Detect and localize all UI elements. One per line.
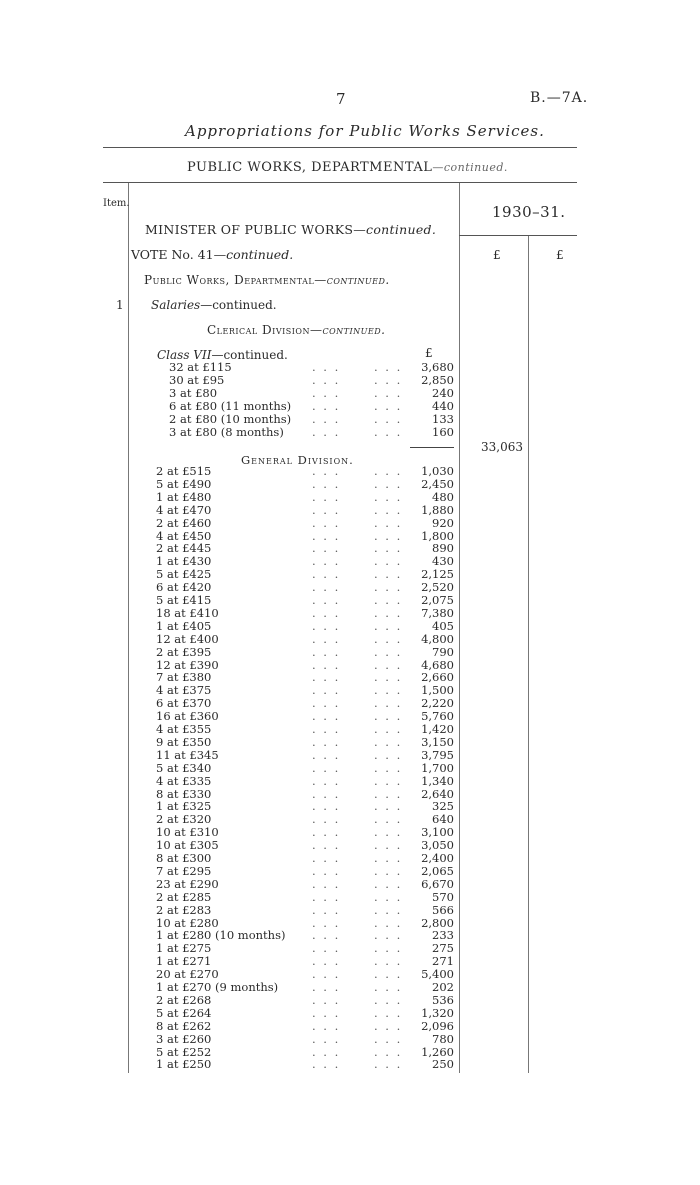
leader-dots: . . . (312, 902, 341, 917)
row-amount: 4,680 (421, 657, 454, 672)
leader-dots: . . . (312, 1031, 341, 1046)
leader-dots: . . . (374, 541, 403, 556)
row-label: 32 at £115 (169, 360, 232, 374)
leader-dots: . . . (374, 683, 403, 698)
row-amount: 2,450 (421, 476, 454, 491)
table-row (0, 581, 700, 594)
row-label: 10 at £305 (156, 838, 219, 853)
leader-dots: . . . (374, 954, 403, 969)
table-row (0, 607, 700, 620)
row-amount: 570 (432, 889, 454, 904)
leader-dots: . . . (374, 567, 403, 582)
leader-dots: . . . (312, 398, 341, 413)
row-label: 2 at £80 (10 months) (169, 411, 292, 426)
row-amount: 1,800 (421, 528, 454, 543)
row-amount: 780 (432, 1031, 454, 1046)
row-label: 2 at £395 (156, 644, 212, 659)
row-label: 4 at £355 (156, 722, 212, 736)
row-label: 1 at £271 (156, 954, 212, 969)
section-heading: Public Works, Departmental—continued. (144, 273, 390, 287)
leader-dots: . . . (374, 889, 403, 904)
pound-header-amount: £ (556, 248, 564, 262)
row-label: 1 at £275 (156, 941, 212, 956)
section-subtitle: PUBLIC WORKS, DEPARTMENTAL—continued. (187, 160, 508, 175)
row-amount: 2,096 (421, 1018, 454, 1033)
table-row (0, 646, 700, 659)
row-label: 30 at £95 (169, 372, 225, 387)
row-label: 6 at £420 (156, 580, 212, 595)
row-label: 7 at £295 (156, 863, 212, 878)
row-label: 1 at £430 (156, 554, 212, 569)
table-row (0, 465, 700, 478)
row-label: 5 at £264 (156, 1005, 212, 1020)
row-label: 2 at £445 (156, 541, 212, 556)
leader-dots: . . . (374, 657, 403, 672)
row-amount: 1,880 (421, 502, 454, 517)
table-row (0, 891, 700, 904)
leader-dots: . . . (374, 644, 403, 659)
table-row (0, 387, 700, 400)
salaries-heading: Salaries—continued. (151, 298, 277, 312)
leader-dots: . . . (312, 541, 341, 556)
leader-dots: . . . (312, 696, 341, 711)
leader-dots: . . . (374, 825, 403, 840)
clerical-division-heading: Clerical Division—continued. (207, 323, 386, 337)
row-amount: 1,320 (421, 1005, 454, 1020)
leader-dots: . . . (374, 502, 403, 517)
table-row (0, 633, 700, 646)
row-label: 5 at £415 (156, 593, 212, 607)
year-rule (459, 235, 577, 236)
leader-dots: . . . (312, 528, 341, 543)
leader-dots: . . . (312, 411, 341, 426)
leader-dots: . . . (374, 554, 403, 569)
row-amount: 5,400 (421, 967, 454, 982)
table-row (0, 904, 700, 917)
leader-dots: . . . (374, 631, 403, 646)
leader-dots: . . . (374, 411, 403, 426)
table-row (0, 800, 700, 813)
leader-dots: . . . (374, 398, 403, 413)
table-row (0, 736, 700, 749)
leader-dots: . . . (312, 464, 341, 478)
leader-dots: . . . (312, 670, 341, 685)
leader-dots: . . . (312, 812, 341, 827)
table-row (0, 413, 700, 426)
table-row (0, 478, 700, 491)
row-label: 2 at £320 (156, 812, 212, 827)
clerical-total: 33,063 (481, 440, 523, 454)
leader-dots: . . . (374, 722, 403, 736)
table-row (0, 865, 700, 878)
leader-dots: . . . (312, 734, 341, 749)
row-amount: 133 (432, 411, 454, 426)
table-row (0, 530, 700, 543)
row-amount: 160 (432, 424, 454, 439)
row-label: 20 at £270 (156, 967, 219, 982)
leader-dots: . . . (312, 385, 341, 400)
leader-dots: . . . (312, 515, 341, 530)
leader-dots: . . . (312, 580, 341, 595)
table-row (0, 878, 700, 891)
table-row (0, 697, 700, 710)
leader-dots: . . . (312, 876, 341, 891)
minister-heading: MINISTER OF PUBLIC WORKS—continued. (145, 222, 437, 237)
table-row (0, 1020, 700, 1033)
row-amount: 1,340 (421, 773, 454, 788)
leader-dots: . . . (374, 838, 403, 853)
row-amount: 440 (432, 398, 454, 413)
leader-dots: . . . (312, 799, 341, 814)
row-label: 18 at £410 (156, 605, 219, 620)
row-amount: 2,220 (421, 696, 454, 711)
leader-dots: . . . (312, 1005, 341, 1020)
leader-dots: . . . (374, 773, 403, 788)
leader-dots: . . . (374, 424, 403, 439)
financial-year: 1930–31. (492, 203, 566, 221)
row-label: 5 at £425 (156, 567, 212, 582)
table-row (0, 555, 700, 568)
leader-dots: . . . (312, 657, 341, 672)
table-row (0, 594, 700, 607)
leader-dots: . . . (374, 967, 403, 982)
leader-dots: . . . (374, 760, 403, 775)
leader-dots: . . . (312, 980, 341, 994)
leader-dots: . . . (312, 992, 341, 1007)
row-amount: 2,125 (421, 567, 454, 582)
table-row (0, 723, 700, 736)
leader-dots: . . . (312, 1018, 341, 1033)
row-amount: 2,400 (421, 851, 454, 865)
row-amount: 640 (432, 812, 454, 827)
row-label: 12 at £390 (156, 657, 219, 672)
leader-dots: . . . (374, 385, 403, 400)
table-row (0, 917, 700, 930)
leader-dots: . . . (312, 773, 341, 788)
subtitle-rule (103, 182, 577, 183)
row-label: 1 at £270 (9 months) (156, 980, 279, 994)
leader-dots: . . . (374, 915, 403, 930)
pound-header-total: £ (493, 248, 501, 262)
table-row (0, 504, 700, 517)
row-amount: 4,800 (421, 631, 454, 646)
leader-dots: . . . (374, 580, 403, 595)
leader-dots: . . . (374, 593, 403, 607)
leader-dots: . . . (312, 863, 341, 878)
table-row (0, 684, 700, 697)
row-amount: 2,850 (421, 372, 454, 387)
row-amount: 2,065 (421, 863, 454, 878)
leader-dots: . . . (312, 941, 341, 956)
leader-dots: . . . (374, 605, 403, 620)
leader-dots: . . . (374, 980, 403, 994)
leader-dots: . . . (312, 889, 341, 904)
leader-dots: . . . (312, 593, 341, 607)
row-amount: 233 (432, 928, 454, 943)
row-label: 10 at £280 (156, 915, 219, 930)
leader-dots: . . . (374, 876, 403, 891)
leader-dots: . . . (374, 1044, 403, 1059)
leader-dots: . . . (312, 360, 341, 374)
row-amount: 920 (432, 515, 454, 530)
leader-dots: . . . (374, 902, 403, 917)
row-label: 16 at £360 (156, 709, 219, 724)
table-row (0, 852, 700, 865)
row-amount: 536 (432, 992, 454, 1007)
table-row (0, 942, 700, 955)
row-amount: 1,500 (421, 683, 454, 698)
row-label: 11 at £345 (156, 747, 219, 762)
row-label: 6 at £80 (11 months) (169, 398, 292, 413)
row-label: 10 at £310 (156, 825, 219, 840)
leader-dots: . . . (312, 747, 341, 762)
leader-dots: . . . (374, 928, 403, 943)
row-amount: 3,150 (421, 734, 454, 749)
leader-dots: . . . (374, 863, 403, 878)
table-row (0, 955, 700, 968)
row-amount: 1,700 (421, 760, 454, 775)
table-row (0, 491, 700, 504)
table-row (0, 710, 700, 723)
leader-dots: . . . (374, 747, 403, 762)
row-amount: 7,380 (421, 605, 454, 620)
row-amount: 2,640 (421, 786, 454, 801)
row-label: 8 at £300 (156, 851, 212, 865)
leader-dots: . . . (312, 722, 341, 736)
table-row (0, 775, 700, 788)
leader-dots: . . . (312, 786, 341, 801)
table-row (0, 542, 700, 555)
title-rule (103, 147, 577, 148)
leader-dots: . . . (312, 476, 341, 491)
leader-dots: . . . (374, 799, 403, 814)
leader-dots: . . . (312, 1044, 341, 1059)
row-label: 1 at £480 (156, 489, 212, 504)
leader-dots: . . . (374, 786, 403, 801)
row-amount: 250 (432, 1057, 454, 1072)
leader-dots: . . . (374, 372, 403, 387)
row-label: 2 at £268 (156, 992, 212, 1007)
row-label: 4 at £470 (156, 502, 212, 517)
leader-dots: . . . (312, 644, 341, 659)
table-row (0, 1033, 700, 1046)
leader-dots: . . . (374, 515, 403, 530)
row-label: 4 at £450 (156, 528, 212, 543)
leader-dots: . . . (374, 992, 403, 1007)
leader-dots: . . . (374, 734, 403, 749)
table-row (0, 1046, 700, 1059)
row-amount: 3,680 (421, 360, 454, 374)
row-amount: 890 (432, 541, 454, 556)
table-row (0, 426, 700, 439)
leader-dots: . . . (312, 683, 341, 698)
row-amount: 1,260 (421, 1044, 454, 1059)
row-amount: 2,660 (421, 670, 454, 685)
row-amount: 566 (432, 902, 454, 917)
row-label: 1 at £250 (156, 1057, 212, 1072)
leader-dots: . . . (312, 567, 341, 582)
row-label: 1 at £405 (156, 618, 212, 633)
table-row (0, 568, 700, 581)
row-amount: 3,100 (421, 825, 454, 840)
row-label: 9 at £350 (156, 734, 212, 749)
row-amount: 1,030 (421, 464, 454, 478)
row-label: 4 at £375 (156, 683, 212, 698)
row-label: 3 at £80 (8 months) (169, 424, 284, 439)
row-amount: 240 (432, 385, 454, 400)
leader-dots: . . . (312, 709, 341, 724)
table-row (0, 1058, 700, 1071)
leader-dots: . . . (374, 812, 403, 827)
table-row (0, 929, 700, 942)
table-row (0, 1007, 700, 1020)
item-column-header: Item. (103, 198, 130, 209)
table-row (0, 400, 700, 413)
table-row (0, 361, 700, 374)
table-row (0, 788, 700, 801)
item-number: 1 (116, 298, 124, 312)
row-label: 5 at £340 (156, 760, 212, 775)
row-label: 1 at £325 (156, 799, 212, 814)
table-row (0, 620, 700, 633)
row-label: 3 at £260 (156, 1031, 212, 1046)
leader-dots: . . . (312, 631, 341, 646)
row-label: 1 at £280 (10 months) (156, 928, 286, 943)
leader-dots: . . . (312, 489, 341, 504)
row-amount: 2,520 (421, 580, 454, 595)
row-amount: 275 (432, 941, 454, 956)
row-amount: 3,050 (421, 838, 454, 853)
leader-dots: . . . (374, 670, 403, 685)
row-amount: 1,420 (421, 722, 454, 736)
row-label: 2 at £460 (156, 515, 212, 530)
row-label: 2 at £283 (156, 902, 212, 917)
row-label: 3 at £80 (169, 385, 218, 400)
leader-dots: . . . (312, 605, 341, 620)
leader-dots: . . . (374, 1031, 403, 1046)
leader-dots: . . . (312, 760, 341, 775)
leader-dots: . . . (312, 915, 341, 930)
leader-dots: . . . (312, 1057, 341, 1072)
row-amount: 271 (432, 954, 454, 969)
leader-dots: . . . (374, 489, 403, 504)
leader-dots: . . . (374, 851, 403, 865)
leader-dots: . . . (312, 954, 341, 969)
leader-dots: . . . (374, 1005, 403, 1020)
class-heading: Class VII—continued. (157, 348, 288, 362)
leader-dots: . . . (312, 967, 341, 982)
row-amount: 5,760 (421, 709, 454, 724)
row-amount: 2,800 (421, 915, 454, 930)
table-row (0, 517, 700, 530)
page-number: 7 (336, 90, 346, 108)
row-label: 4 at £335 (156, 773, 212, 788)
row-label: 12 at £400 (156, 631, 219, 646)
row-amount: 325 (432, 799, 454, 814)
row-label: 2 at £515 (156, 464, 212, 478)
table-row (0, 374, 700, 387)
leader-dots: . . . (312, 838, 341, 853)
leader-dots: . . . (374, 618, 403, 633)
row-amount: 430 (432, 554, 454, 569)
leader-dots: . . . (374, 1057, 403, 1072)
general-division-heading: General Division. (241, 453, 354, 467)
leader-dots: . . . (312, 851, 341, 865)
row-label: 8 at £262 (156, 1018, 212, 1033)
row-label: 7 at £380 (156, 670, 212, 685)
vote-heading: VOTE No. 41—continued. (131, 247, 294, 262)
row-label: 2 at £285 (156, 889, 212, 904)
leader-dots: . . . (374, 476, 403, 491)
amount-pound-sign: £ (425, 346, 433, 360)
leader-dots: . . . (312, 502, 341, 517)
table-row (0, 826, 700, 839)
row-amount: 6,670 (421, 876, 454, 891)
row-label: 5 at £252 (156, 1044, 212, 1059)
leader-dots: . . . (374, 696, 403, 711)
table-row (0, 749, 700, 762)
leader-dots: . . . (312, 618, 341, 633)
table-row (0, 994, 700, 1007)
document-reference: B.—7A. (530, 90, 589, 106)
row-amount: 480 (432, 489, 454, 504)
leader-dots: . . . (374, 528, 403, 543)
table-row (0, 839, 700, 852)
table-row (0, 671, 700, 684)
row-label: 6 at £370 (156, 696, 212, 711)
leader-dots: . . . (312, 424, 341, 439)
table-row (0, 981, 700, 994)
row-amount: 2,075 (421, 593, 454, 607)
table-row (0, 813, 700, 826)
leader-dots: . . . (374, 1018, 403, 1033)
leader-dots: . . . (312, 554, 341, 569)
table-row (0, 659, 700, 672)
leader-dots: . . . (312, 825, 341, 840)
leader-dots: . . . (374, 941, 403, 956)
table-row (0, 762, 700, 775)
row-label: 23 at £290 (156, 876, 219, 891)
leader-dots: . . . (374, 464, 403, 478)
row-amount: 405 (432, 618, 454, 633)
leader-dots: . . . (374, 360, 403, 374)
row-amount: 3,795 (421, 747, 454, 762)
row-amount: 790 (432, 644, 454, 659)
row-amount: 202 (432, 980, 454, 994)
page-title: Appropriations for Public Works Services. (185, 122, 545, 140)
leader-dots: . . . (312, 928, 341, 943)
table-row (0, 968, 700, 981)
row-label: 8 at £330 (156, 786, 212, 801)
leader-dots: . . . (374, 709, 403, 724)
row-label: 5 at £490 (156, 476, 212, 491)
subtotal-rule (410, 447, 454, 448)
leader-dots: . . . (312, 372, 341, 387)
